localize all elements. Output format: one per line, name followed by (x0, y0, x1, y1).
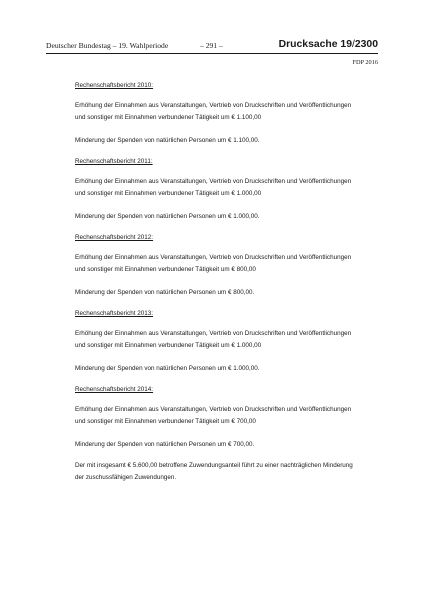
donation-decrease-paragraph: Minderung der Spenden von natürlichen Personen um € 1.000,00. (75, 365, 260, 372)
income-increase-line: Erhöhung der Einnahmen aus Veranstaltungen, Vertrieb von Druckschriften und Veröffentlichungen (75, 101, 352, 109)
report-section (75, 308, 395, 375)
report-section (75, 232, 395, 299)
income-increase-line: Erhöhung der Einnahmen aus Veranstaltungen, Vertrieb von Druckschriften und Veröffentlichungen (75, 177, 352, 185)
income-increase-line: und sonstiger mit Einnahmen verbundener Tätigkeit um € 1.100,00 (75, 113, 262, 121)
income-increase-line: und sonstiger mit Einnahmen verbundener Tätigkeit um € 1.000,00 (75, 341, 262, 349)
section-title: Rechenschaftsbericht 2014: (75, 386, 154, 393)
income-increase-line: und sonstiger mit Einnahmen verbundener Tätigkeit um € 1.000,00 (75, 189, 262, 197)
section-title: Rechenschaftsbericht 2010: (75, 82, 154, 89)
section-title: Rechenschaftsbericht 2011: (75, 158, 153, 165)
report-section (75, 384, 395, 451)
conclusion-line: der zuschussfähigen Zuwendungen. (75, 474, 177, 481)
income-increase-line: und sonstiger mit Einnahmen verbundener Tätigkeit um € 700,00 (75, 417, 256, 425)
income-increase-paragraph (75, 404, 395, 428)
document-number-value: 2300 (354, 38, 378, 50)
header-parliament: Deutscher Bundestag – 19. Wahlperiode (46, 41, 169, 50)
donation-decrease-paragraph: Minderung der Spenden von natürlichen Personen um € 800,00. (75, 289, 255, 296)
conclusion-line: Der mit insgesamt € 5.600,00 betroffene Zuwendungsanteil führt zu einer nachträglichen Minderung (75, 462, 353, 469)
page-number: – 291 – (200, 41, 223, 50)
report-section (75, 156, 395, 223)
document-body (75, 80, 395, 484)
income-increase-paragraph (75, 252, 395, 276)
header-rule (46, 53, 378, 54)
document-number-label: Drucksache 19 (278, 38, 352, 50)
document-number-separator: / (351, 38, 355, 50)
income-increase-line: Erhöhung der Einnahmen aus Veranstaltungen, Vertrieb von Druckschriften und Veröffentlichungen (75, 253, 352, 261)
income-increase-paragraph (75, 328, 395, 352)
section-title: Rechenschaftsbericht 2013: (75, 310, 154, 317)
income-increase-line: Erhöhung der Einnahmen aus Veranstaltungen, Vertrieb von Druckschriften und Veröffentlichungen (75, 329, 352, 337)
document-reference: FDP 2016 (352, 59, 378, 66)
income-increase-line: und sonstiger mit Einnahmen verbundener Tätigkeit um € 800,00 (75, 265, 256, 273)
report-section (75, 80, 395, 147)
donation-decrease-paragraph: Minderung der Spenden von natürlichen Personen um € 700,00. (75, 441, 255, 448)
donation-decrease-paragraph: Minderung der Spenden von natürlichen Personen um € 1.000,00. (75, 213, 260, 220)
section-title: Rechenschaftsbericht 2012: (75, 234, 154, 241)
document-number (279, 39, 378, 50)
donation-decrease-paragraph: Minderung der Spenden von natürlichen Personen um € 1.100,00. (75, 137, 260, 144)
income-increase-paragraph (75, 100, 395, 124)
conclusion-paragraph (75, 460, 395, 484)
income-increase-line: Erhöhung der Einnahmen aus Veranstaltungen, Vertrieb von Druckschriften und Veröffentlichungen (75, 405, 352, 413)
income-increase-paragraph (75, 176, 395, 200)
